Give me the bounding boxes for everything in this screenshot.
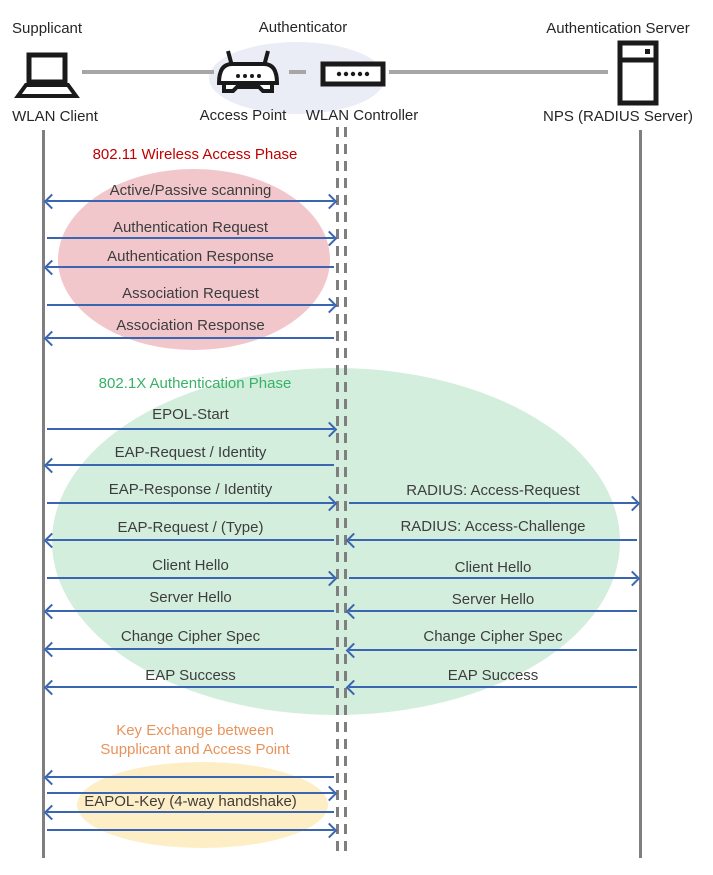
server-icon [617, 40, 659, 106]
msg-scanning-arrow [47, 200, 334, 202]
laptop-icon [12, 52, 82, 100]
phase-title-80211: 802.11 Wireless Access Phase [92, 146, 298, 163]
msg-eap-request-identity-label: EAP-Request / Identity [114, 444, 267, 461]
lifeline-server [639, 130, 642, 858]
phase-title-key-exchange-line1: Key Exchange between [116, 722, 274, 739]
msg-server-hello-right-label: Server Hello [451, 591, 535, 608]
msg-eap-response-identity-arrow [47, 502, 334, 504]
msg-auth-request-arrow [47, 237, 334, 239]
phase-title-key-exchange-line2: Supplicant and Access Point [100, 741, 290, 758]
msg-eap-response-identity-label: EAP-Response / Identity [108, 481, 273, 498]
lifeline-controller-right [344, 127, 347, 858]
msg-server-hello-left-label: Server Hello [149, 589, 232, 606]
device-wlan-controller: WLAN Controller [305, 107, 419, 124]
link-ap-controller [289, 70, 306, 74]
msg-auth-request-label: Authentication Request [112, 219, 269, 236]
msg-eapol-key-label: EAPOL-Key (4-way handshake) [84, 793, 297, 810]
msg-eap-request-type-label: EAP-Request / (Type) [117, 519, 264, 536]
msg-radius-access-challenge-label: RADIUS: Access-Challenge [400, 518, 586, 535]
msg-epol-start-arrow [47, 428, 334, 430]
msg-change-cipher-left-label: Change Cipher Spec [120, 628, 261, 645]
msg-radius-access-request-arrow [349, 502, 637, 504]
msg-scanning-label: Active/Passive scanning [109, 182, 272, 199]
role-authenticator: Authenticator [258, 19, 348, 36]
msg-auth-response-arrow [47, 266, 334, 268]
phase-title-8021x: 802.1X Authentication Phase [98, 375, 292, 392]
msg-eapol-key-arrow-3 [47, 811, 334, 813]
device-wlan-client: WLAN Client [12, 108, 98, 125]
msg-auth-response-label: Authentication Response [107, 248, 274, 265]
msg-assoc-request-arrow [47, 304, 334, 306]
role-authentication-server: Authentication Server [546, 20, 690, 37]
msg-radius-access-request-label: RADIUS: Access-Request [406, 482, 580, 499]
msg-eapol-key-arrow-1 [47, 776, 334, 778]
msg-client-hello-left-label: Client Hello [152, 557, 229, 574]
msg-eap-success-right-arrow [349, 686, 637, 688]
msg-eap-success-left-label: EAP Success [145, 667, 236, 684]
access-point-icon [215, 50, 281, 96]
lifeline-controller-left [336, 127, 339, 858]
device-nps: NPS (RADIUS Server) [542, 108, 694, 125]
msg-epol-start-label: EPOL-Start [152, 406, 229, 423]
msg-eap-request-type-arrow [47, 539, 334, 541]
msg-assoc-request-label: Association Request [122, 285, 259, 302]
msg-server-hello-left-arrow [47, 610, 334, 612]
msg-eapol-key-arrow-4 [47, 829, 334, 831]
msg-eap-success-right-label: EAP Success [447, 667, 539, 684]
msg-change-cipher-left-arrow [47, 648, 334, 650]
device-access-point: Access Point [199, 107, 287, 124]
link-client-ap [82, 70, 214, 74]
link-controller-server [389, 70, 608, 74]
msg-change-cipher-right-arrow [349, 649, 637, 651]
msg-client-hello-left-arrow [47, 577, 334, 579]
msg-assoc-response-arrow [47, 337, 334, 339]
msg-client-hello-right-arrow [349, 577, 637, 579]
msg-change-cipher-right-label: Change Cipher Spec [423, 628, 563, 645]
lifeline-supplicant [42, 130, 45, 858]
msg-eap-success-left-arrow [47, 686, 334, 688]
msg-radius-access-challenge-arrow [349, 539, 637, 541]
msg-assoc-response-label: Association Response [116, 317, 265, 334]
wlan-controller-icon [320, 61, 386, 87]
msg-eap-request-identity-arrow [47, 464, 334, 466]
role-supplicant: Supplicant [12, 20, 83, 37]
msg-client-hello-right-label: Client Hello [454, 559, 532, 576]
msg-server-hello-right-arrow [349, 610, 637, 612]
